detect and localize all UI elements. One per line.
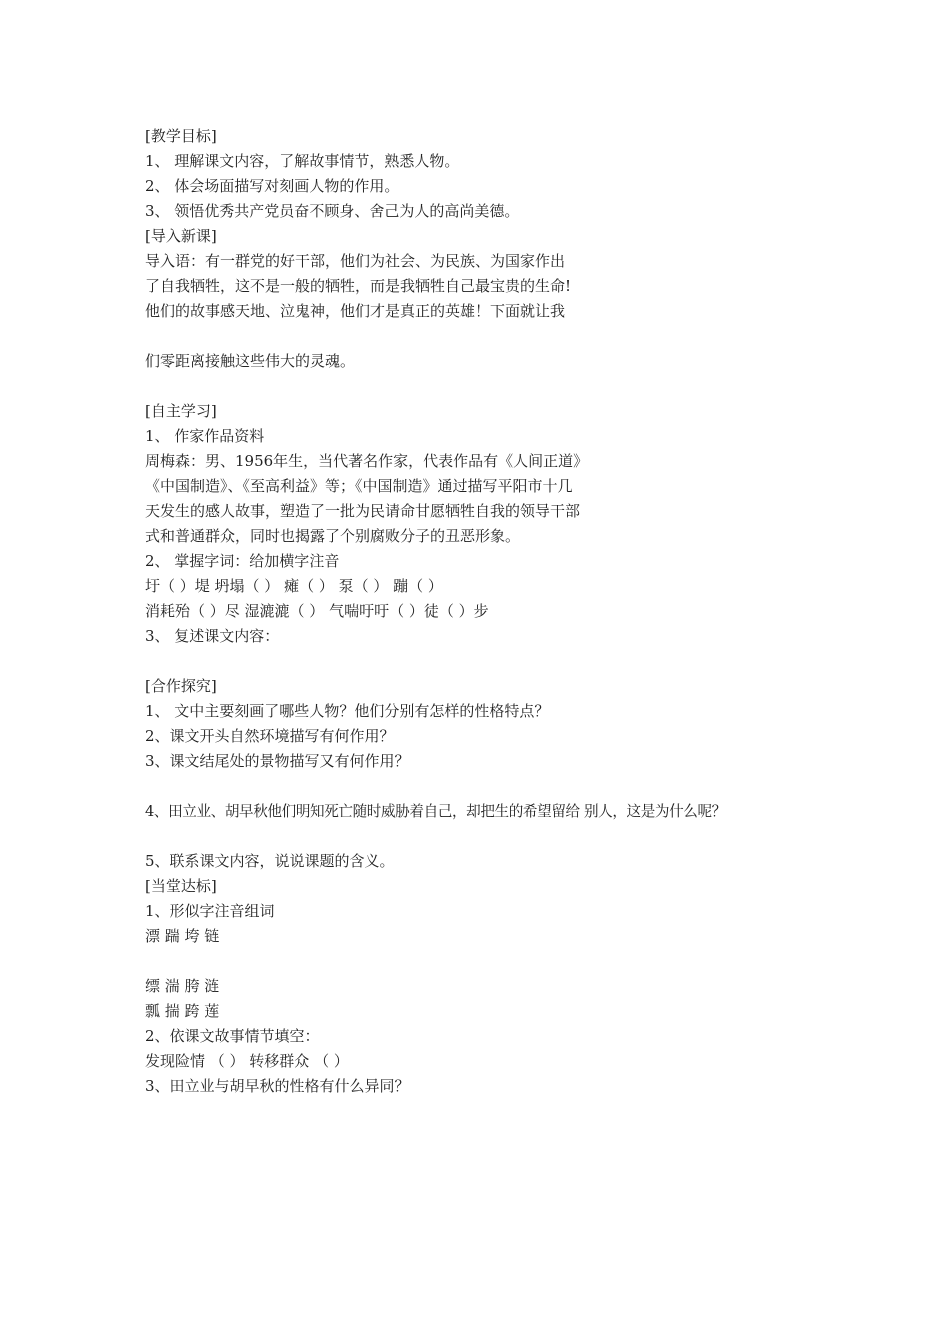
blank-line [145,949,815,974]
goal-item: 2、 体会场面描写对刻画人物的作用。 [145,177,400,195]
goal-item: 1、 理解课文内容，了解故事情节，熟悉人物。 [145,152,460,170]
section-heading-self-study: [自主学习] [145,402,217,420]
intro-line: 他们的故事感天地、泣鬼神，他们才是真正的英雄！下面就让我 [145,302,566,320]
inquiry-question: 1、 文中主要刻画了哪些人物？他们分别有怎样的性格特点？ [145,702,550,720]
self-study-line: 3、 复述课文内容： [145,627,280,645]
self-study-line: 《中国制造》、《至高利益》等；《中国制造》通过描写平阳市十几 [145,477,573,495]
inquiry-question: 2、课文开头自然环境描写有何作用？ [145,727,395,745]
practice-line: 发现险情 （ ） 转移群众 （ ） [145,1052,349,1070]
practice-line: 3、田立业与胡早秋的性格有什么异同？ [145,1077,410,1095]
self-study-line: 圩（ ）堤 坍塌（ ） 瘫（ ） 泵（ ） 蹦（ ） [145,577,443,595]
goal-item: 3、 领悟优秀共产党员奋不顾身、舍己为人的高尚美德。 [145,202,520,220]
document-page [145,124,815,1099]
self-study-line: 消耗殆（ ）尽 湿漉漉（ ） 气喘吁吁（ ）徒（ ）步 [145,602,489,620]
practice-line: 2、依课文故事情节填空： [145,1027,320,1045]
self-study-line: 1、 作家作品资料 [145,427,265,445]
inquiry-question: 4、田立业、胡早秋他们明知死亡随时威胁着自己，却把生的希望留给 别人，这是为什么呢？ [145,803,726,820]
practice-line: 漂 踹 垮 链 [145,927,220,945]
self-study-line: 2、 掌握字词：给加横字注音 [145,552,340,570]
blank-line [145,324,815,349]
practice-line: 瓢 揣 跨 莲 [145,1002,220,1020]
section-heading-inquiry: [合作探究] [145,677,217,695]
intro-line: 们零距离接触这些伟大的灵魂。 [145,352,356,370]
inquiry-question: 3、课文结尾处的景物描写又有何作用？ [145,752,410,770]
blank-line [145,824,815,849]
practice-line: 缥 湍 胯 涟 [145,977,220,995]
blank-line [145,649,815,674]
practice-line: 1、形似字注音组词 [145,902,275,920]
self-study-line: 天发生的感人故事，塑造了一批为民请命甘愿牺牲自我的领导干部 [145,502,581,520]
blank-line [145,774,815,799]
intro-line: 导入语：有一群党的好干部，他们为社会、为民族、为国家作出 [145,252,566,270]
inquiry-question: 5、联系课文内容，说说课题的含义。 [145,852,395,870]
section-heading-practice: [当堂达标] [145,877,217,895]
section-heading-intro: [导入新课] [145,227,217,245]
blank-line [145,374,815,399]
self-study-line: 周梅森：男、1956年生，当代著名作家，代表作品有《人间正道》 [145,452,589,470]
intro-line: 了自我牺牲，这不是一般的牺牲，而是我牺牲自己最宝贵的生命! [145,277,572,295]
self-study-line: 式和普通群众，同时也揭露了个别腐败分子的丑恶形象。 [145,527,521,545]
section-heading-goals: [教学目标] [145,127,217,145]
